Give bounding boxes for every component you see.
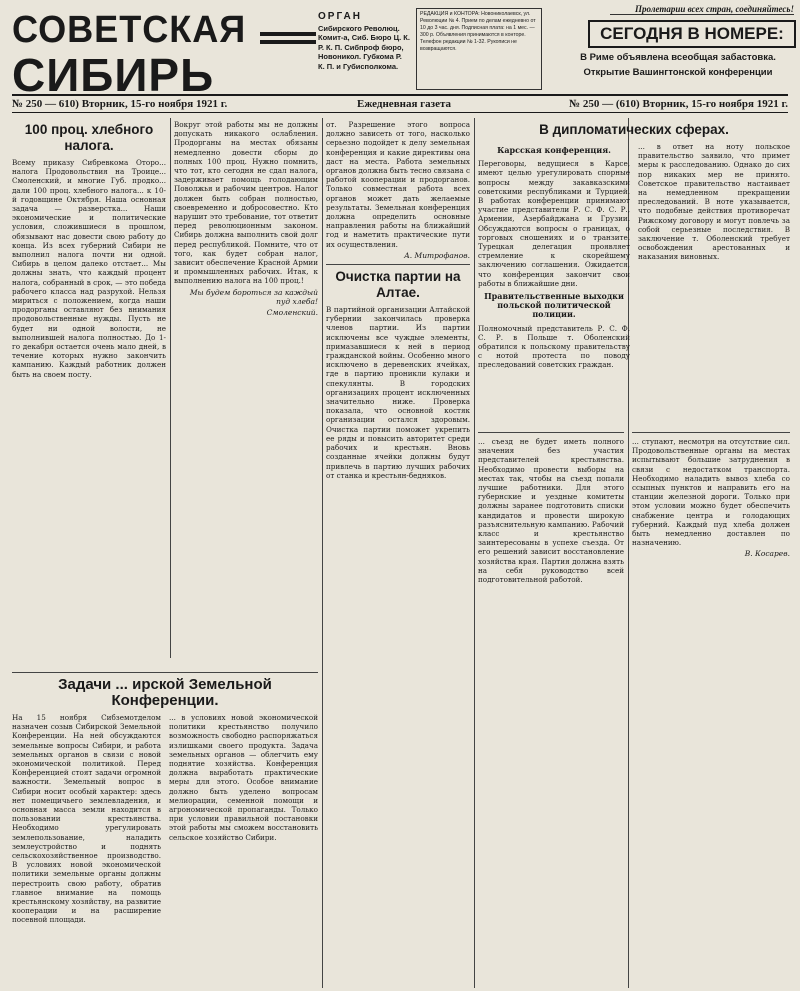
diplomacy-subhead-poland: Правительственные выходки польской политической полиции.: [484, 291, 624, 320]
article-sign-line: Мы будем бороться за каждый пуд хлеба!: [189, 287, 318, 306]
proletarian-slogan: Пролетарии всех стран, соединяйтесь!: [610, 4, 794, 15]
column-2: [174, 120, 318, 660]
article-body-ochistka: В партийной организации Алтайской губернии закончилась проверка членов партии. Из партии исключены все чуждые элементы, примазавшиеся к ней в период гражданской войны. Особенно много исключено в деревенских ячейках, где в партию проникли кулаки и спекулянты. В городских организациях процент исключенных значительно ниже. Проверка показала, что основной костяк организации остался здоровым. Очистка партии поможет укрепить ее ряды и повысить авторитет среди рабочих и крестьян. Вновь созданные ячейки должны будут привлечь в партию лучших рабочих от станка и крестьян-бедняков.: [326, 305, 470, 480]
article-headline-nalog: 100 проц. хлебного налога.: [24, 122, 154, 153]
diplomacy-col-left: [478, 142, 630, 370]
title-sovetskaya: СОВЕТСКАЯ: [12, 9, 247, 51]
section-divider: [326, 264, 470, 265]
today-in-issue-box: [560, 18, 796, 90]
article-headline-ochistka: Очистка партии на Алтае.: [335, 269, 461, 301]
newspaper-title: [12, 9, 312, 101]
column-rule: [474, 118, 475, 988]
dateline-center: Ежедневная газета: [357, 98, 452, 110]
diplomacy-columns: [478, 142, 790, 370]
diplomacy-body-kars: Переговоры, ведущиеся в Карсе, имеют целью урегулировать спорные вопросы между закавказскими советскими республиками и Турцией. В работах конференции принимают участие представители Р. С. Ф. С. Р., Армении, Азербайджана и Грузии. Обсуждаются вопросы о границах, о торговых сношениях и о транзите. Турецкая делегация проявляет стремление к скорейшему заключению соглашения. Ожидается, что конференция закончит свои работы в ближайшие дни.: [478, 159, 630, 288]
section-divider: [632, 432, 790, 433]
article-body-col5-lower: ... ступают, несмотря на отсутствие сил. Продовольственные органы на местах испытывают большие затруднения в связи с недостатком транспорта. Необходимо наладить вывоз хлеба со ссыпных пунктов и направить его на станции железной дороги. Только при этом условии можно будет обеспечить снабжение центра и голодающих губерний. Каждый пуд хлеба должен быть немедленно доставлен по назначению.: [632, 437, 790, 548]
dateline: [12, 94, 788, 113]
section-divider: [12, 672, 318, 673]
column-rule: [170, 118, 171, 658]
article-headline-diplomacy: В дипломатических сферах.: [539, 122, 729, 137]
column-4-lower: [478, 428, 624, 986]
article-signature-mitrofanov: А. Митрофанов.: [404, 250, 470, 260]
column-5-lower: [632, 428, 790, 986]
section-divider: [478, 432, 624, 433]
column-1: [12, 120, 166, 660]
dateline-left: № 250 — 610) Вторник, 15-го ноября 1921 г.: [12, 98, 228, 110]
zadachi-columns: [12, 713, 318, 925]
organ-body: Сибирского Революц. Комит-а, Сиб. Бюро Ц. К. Р. К. П. Сибпроф бюро, Новоникол. Губкома Р. К. П. и Губисполкома.: [318, 23, 410, 71]
today-item-washington: Открытие Вашингтонской конференции: [583, 67, 773, 78]
editorial-info-box: РЕДАКЦИЯ и КОНТОРА: Новониколаевск, ул. Революции № 4. Прием по делам ежедневно от 10 до 3 час. дня. Подписная плата: на 1 мес. — 300 р. Объявления принимаются в конторе. Телефон редакции № 1-32. Рукописи не возвращаются.: [416, 8, 542, 90]
diplomacy-subhead-kars: Карсская конференция.: [497, 145, 611, 155]
organ-description: [318, 12, 410, 71]
article-diplomacy: [478, 120, 790, 420]
dateline-right: № 250 — (610) Вторник, 15-го ноября 1921 г.: [569, 98, 788, 110]
article-body-zadachi-cont: ... в условиях новой экономической политики крестьянство получило возможность свободно распоряжаться излишками своего продукта. Задача земельных органов — облегчить ему поднятие хозяйства. Конференция должна выработать практические меры для этого. Особое внимание должно быть уделено вопросам мелиорации, семенной помощи и агрономической пропаганды. Только при условии правильной постановки этой работы мы сможем восстановить сельское хозяйство Сибири.: [169, 713, 318, 842]
article-signature-kosarev: В. Косарев.: [744, 549, 790, 559]
article-body-col4-lower: ... съезд не будет иметь полного значения без участия представителей крестьянства. Необходимо провести выборы на местах так, чтобы на съезд попали лучшие работники. Для этого губернские и уездные комитеты должны заранее подготовить списки кандидатов и провести широкую разъяснительную кампанию. Рабочий класс и крестьянство заинтересованы в успехе съезда. От его решений зависит восстановление хозяйства края. Партия должна взять на себя руководство всей подготовительной работой.: [478, 437, 624, 585]
article-body-zadachi: На 15 ноября Сибземотделом назначен созыв Сибирской Земельной Конференции. На ней обсуждаются земельные вопросы Сибири, и работа земельных органов в связи с новой экономической политикой. Перед Конференцией стоят задачи огромной важности. Земельный вопрос в Сибири носит особый характер: здесь нет помещичьего землевладения, и основная масса земли находится в пользовании крестьянства. Необходимо урегулировать землепользование, наладить землеустройство и поднять сельскохозяйственное производство. В условиях новой экономической политики земельные органы должны перестроить свою работу, обратив главное внимание на помощь крестьянскому хозяйству, на развитие кооперации и на расширение посевной площади.: [12, 713, 161, 925]
article-body-nalog-cont: Вокруг этой работы мы не должны допускать никакого ослабления. Продорганы на местах обязаны немедленно довести сборы до полных 100 проц. Нужно помнить, что тот, кто сегодня не сдал налога, задерживает помощь голодающим Поволжья и рабочим центров. Налог должен быть собран полностью, своевременно и добросовестно. Кто нарушит это требование, тот ответит перед революционным законом. Сибирь должна выполнить свой долг перед республикой. Помните, что от того, как будет собран налог, зависит обеспечение Красной Армии и промышленных рабочих. Итак, к выполнению налога на 100 проц.!: [174, 120, 318, 286]
article-body-col3-intro: от. Разрешение этого вопроса должно зависеть от того, насколько серьезно подойдет к делу земельная конференция и какие директивы она даст на места. Работа земельных органов должна быть тесно связана с работой кооперации и продорганов. Только совместная работа всех органов может дать желаемые результаты. Земельная конференция должна определить основные направления работы на ближайший год и наметить практические пути их осуществления.: [326, 120, 470, 249]
title-dash-decoration: [260, 32, 316, 36]
article-body-nalog: Всему приказу Сибревкома Оторо... налога Продовольствия на Троице... Смоленский, и многие Губ. продко... дали 100 проц. хлебного налога... к 10-й годовщине Октября. Наша основная задача — разверстка... Наши экономические и политические условия, сложившиеся в прошлом, обязывают нас довести свою работу до конца. Из всех губерний Сибири не выполнил налога почти ни одной. Сибирь в целом далеко отстает... Мы должны знать, что каждый процент налога, собранный в срок, — это победа рабочего класса над разрухой. Нельзя мириться с положением, когда наши продорганы оставляют без внимания продовольственные нужды. Пусть не будет ни одной волости, не выполнившей налога полностью. До 1-го декабря остается очень мало дней, в течение которых нужно закончить кампанию. Каждый работник должен быть на своем посту.: [12, 158, 166, 379]
column-rule: [322, 118, 323, 988]
organ-heading: ОРГАН: [318, 11, 362, 22]
diplomacy-col-right: [638, 142, 790, 370]
title-sibir: СИБИРЬ: [12, 49, 215, 101]
diplomacy-body-poland: Полномочный представитель Р. С. Ф. С. Р. в Польше т. Оболенский обратился к польскому правительству с нотой протеста по поводу преследований советских граждан.: [478, 323, 630, 370]
column-3: [326, 120, 470, 986]
diplomacy-body-cont: ... в ответ на ноту польское правительство заявило, что примет меры к расследованию. Однако до сих пор никаких мер не принято. Советское правительство настаивает на немедленном прекращении преследований. В ноте указывается, что подобные действия противоречат Рижскому договору и могут повлечь за собой серьезные последствия. В заключение т. Оболенский требует освобождения арестованных и наказания виновных.: [638, 142, 790, 262]
today-item-rome: В Риме объявлена всеобщая забастовка.: [580, 52, 776, 63]
article-headline-zadachi: Задачи ... ирской Земельной Конференции.: [58, 676, 272, 709]
article-signature-smolensky: Смоленский.: [266, 308, 318, 318]
today-title: СЕГОДНЯ В НОМЕРЕ:: [588, 20, 796, 48]
article-zadachi: [12, 668, 318, 988]
